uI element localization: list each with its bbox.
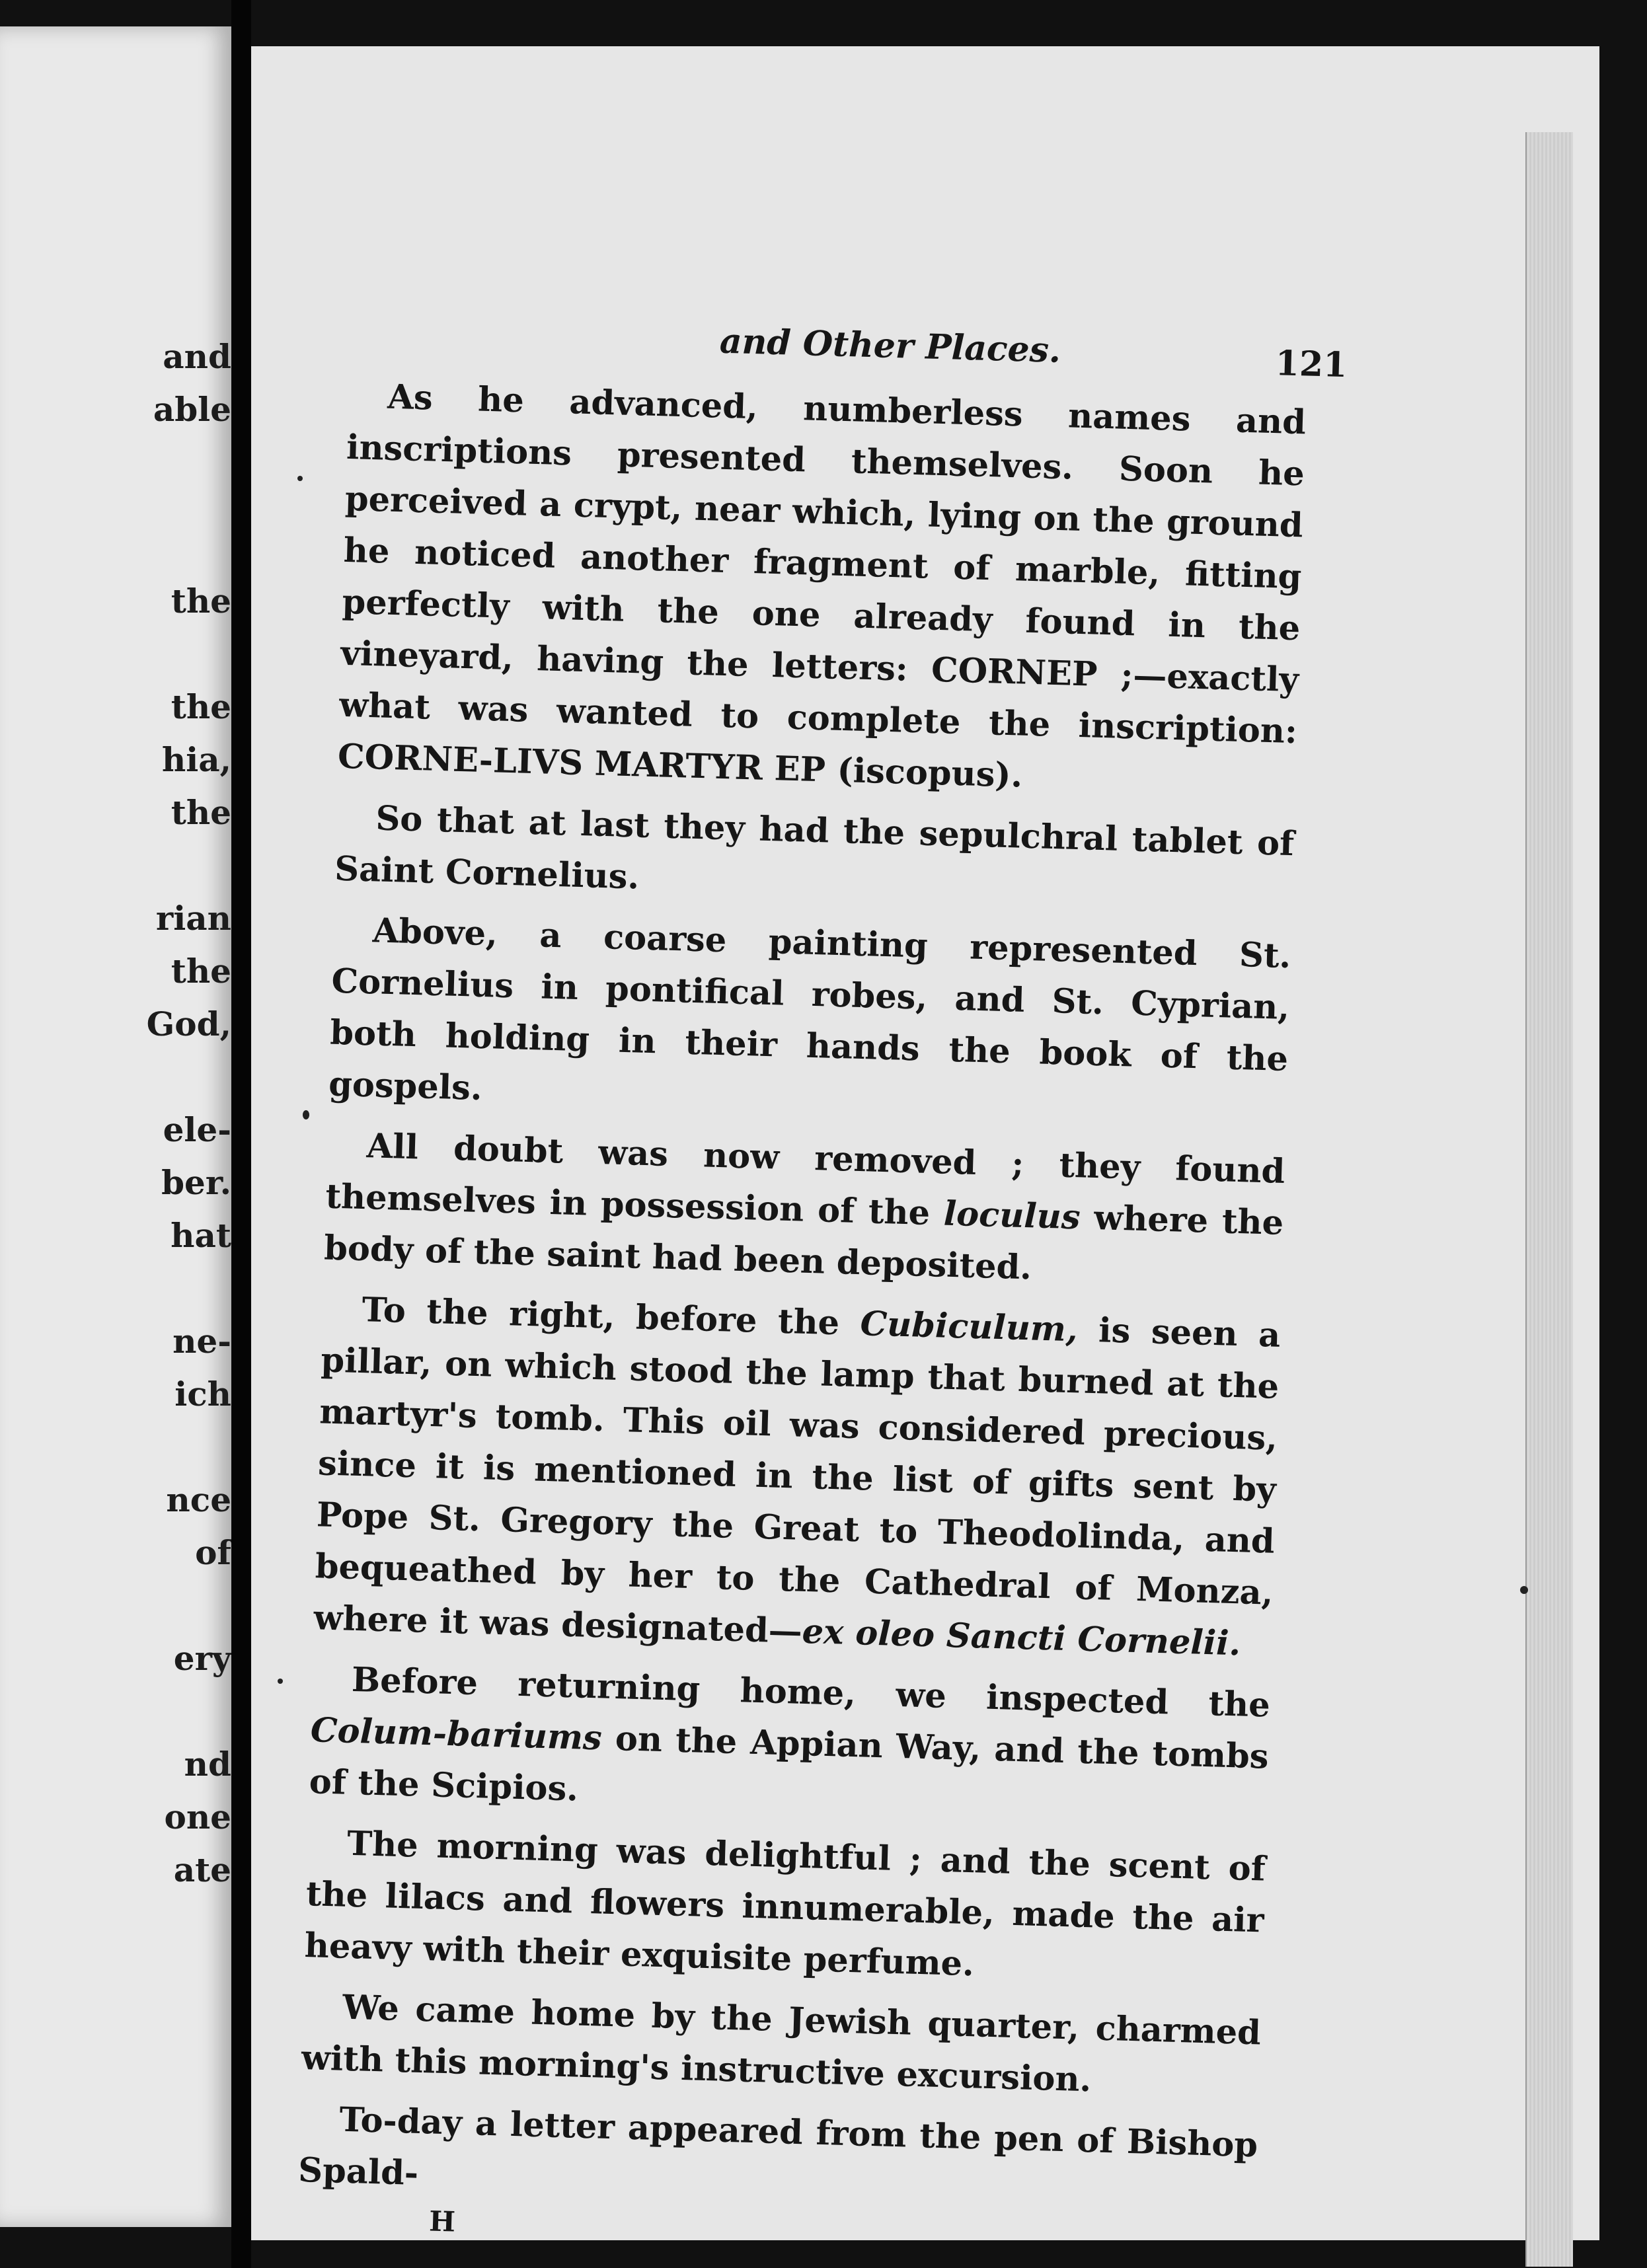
- text-run: To-day a letter appeared from the pen of Bishop Spald-: [297, 2099, 1258, 2193]
- body-text: [297, 370, 1307, 2222]
- dust-speck: [278, 1679, 283, 1684]
- facing-page-fragment: ich: [174, 1375, 231, 1414]
- facing-page-fragment: ery: [173, 1639, 231, 1678]
- italic-text: Colum-bariums: [310, 1710, 603, 1758]
- facing-page-fragment: one: [164, 1797, 231, 1836]
- facing-page-fragment: the: [171, 582, 231, 621]
- text-run: To the right, before the: [361, 1290, 861, 1344]
- italic-text: ex oleo Sancti Cornelii.: [801, 1611, 1242, 1664]
- facing-page-fragment: the: [171, 952, 231, 991]
- facing-page-fragment: hat: [171, 1216, 231, 1255]
- facing-page-fragment: ne-: [172, 1322, 231, 1361]
- paragraph: [301, 1981, 1262, 2110]
- facing-page-fragment: nd: [184, 1745, 231, 1784]
- facing-page-fragment: the: [171, 793, 231, 832]
- paragraph: [304, 1817, 1266, 1998]
- facing-page-fragment: able: [153, 390, 231, 429]
- text-run: All doubt was now removed ; they found themselves in possession of the: [325, 1126, 1286, 1234]
- signature-mark: H: [428, 2205, 456, 2238]
- paragraph: [323, 1119, 1285, 1301]
- text-run: is seen a pillar, on which stood the lamp that burned at the martyr's tomb. This oil was considered precious, since it is mentioned in the list of gifts sent by Pope St. Gregory the Great to Theodolinda, and bequeathed by her to the Cathedral of Monza, where it was designated—: [313, 1310, 1282, 1651]
- facing-page-fragment: ate: [173, 1850, 231, 1889]
- facing-page-fragment: hia,: [161, 740, 231, 779]
- text-run: So that at last they had the sepulchral tablet of Saint Cornelius.: [334, 798, 1295, 897]
- page-edge: [1525, 132, 1573, 2267]
- paragraph: [334, 792, 1295, 921]
- page-text: [297, 311, 1348, 2260]
- paragraph: [328, 904, 1291, 1137]
- text-run: Above, a coarse painting represented St. Cornelius in pontifical robes, and St. Cyprian, both holding in their hands the book of the gospels.: [328, 911, 1292, 1109]
- page-number: 121: [1274, 343, 1348, 386]
- facing-page: [0, 26, 231, 2227]
- paragraph: [309, 1653, 1271, 1834]
- running-title: and Other Places.: [719, 321, 1061, 371]
- dust-speck: [297, 476, 303, 481]
- text-run: We came home by the Jewish quarter, charmed with this morning's instructive excursion.: [301, 1987, 1262, 2100]
- facing-page-fragment: ber.: [161, 1163, 231, 1202]
- facing-page-fragment: and: [163, 337, 231, 376]
- text-run: As he advanced, numberless names and inscriptions presented themselves. Soon he perceived a crypt, near which, lying on the ground he noticed another fragment of marble, fitting perfectly with the one already found in the vineyard, having the letters: CORNEP ;—exactly what was wanted to complete the inscription: CORNE-LIVS MARTYR EP (iscopus).: [337, 377, 1307, 796]
- dust-speck: [303, 1110, 309, 1119]
- facing-page-fragment: rian: [155, 899, 231, 938]
- text-run: on the Appian Way, and the tombs of the Scipios.: [308, 1718, 1270, 1809]
- paragraph: [337, 370, 1307, 809]
- facing-page-fragment: ele-: [163, 1110, 231, 1149]
- text-run: where the body of the saint had been deposited.: [323, 1197, 1284, 1288]
- paragraph: [313, 1283, 1282, 1670]
- italic-text: Cubiculum,: [859, 1304, 1079, 1350]
- facing-page-fragment: God,: [146, 1004, 231, 1043]
- paragraph: [297, 2093, 1258, 2222]
- italic-text: loculus: [943, 1193, 1081, 1238]
- facing-page-fragment: the: [171, 687, 231, 726]
- book-gutter: [231, 0, 251, 2268]
- text-run: The morning was delightful ; and the scent of the lilacs and flowers innumerable, made the air heavy with their exquisite perfume.: [304, 1823, 1266, 1984]
- facing-page-fragment: of: [195, 1533, 231, 1572]
- text-run: Before returning home, we inspected the: [351, 1659, 1271, 1725]
- facing-page-fragment: nce: [166, 1480, 231, 1519]
- dust-speck: [1520, 1586, 1528, 1594]
